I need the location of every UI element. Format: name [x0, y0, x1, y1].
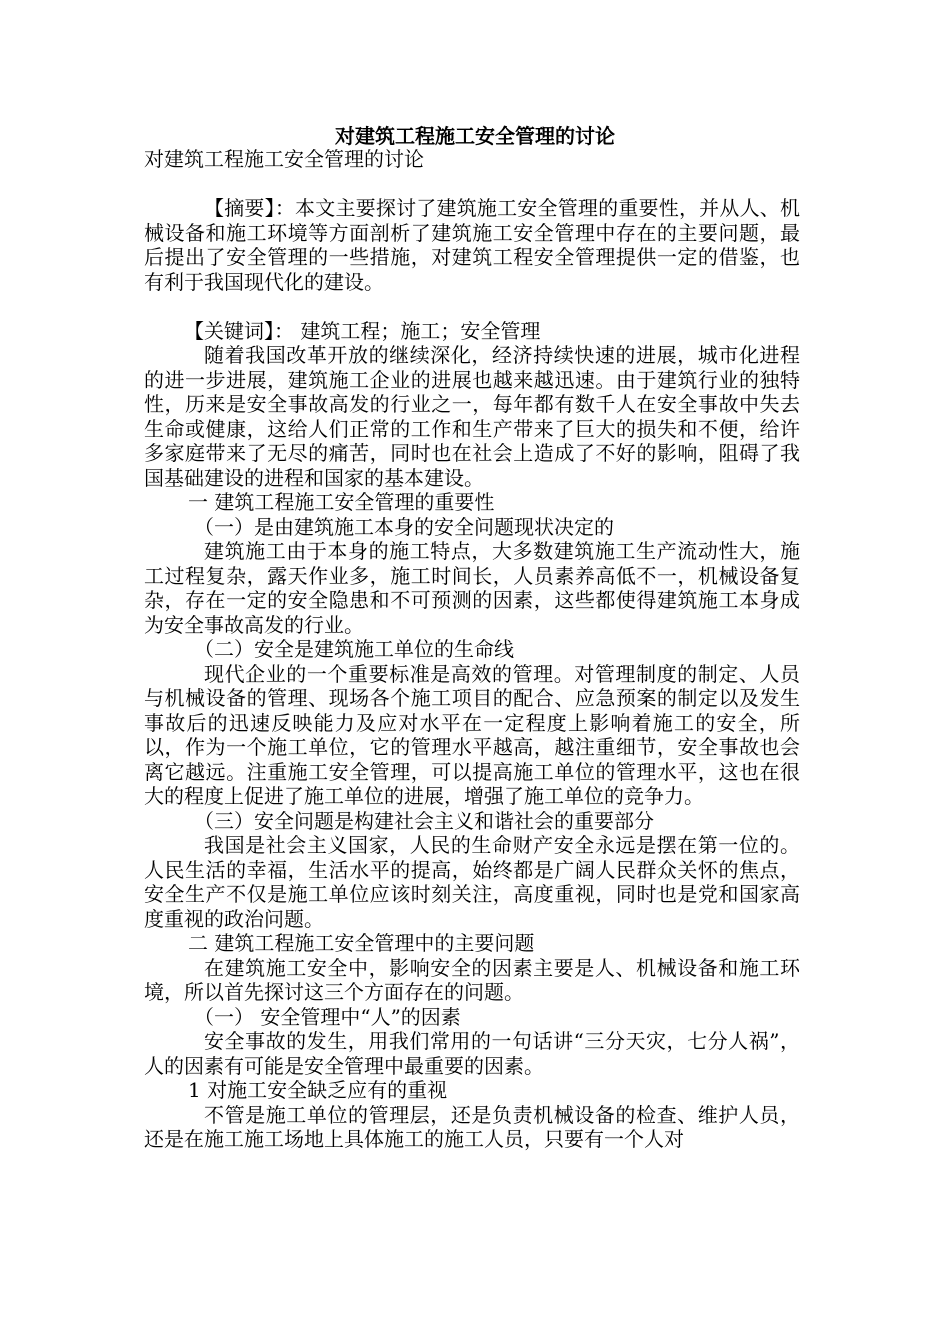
- blank-line: [144, 172, 800, 197]
- body-paragraph: 建筑施工由于本身的施工特点，大多数建筑施工生产流动性大，施工过程复杂，露天作业多，施工时间长，人员素养高低不一，机械设备复杂，存在一定的安全隐患和不可预测的因素，这些都使得建筑施工本身成为安全事故高发的行业。: [144, 539, 800, 637]
- numbered-heading: 1 对施工安全缺乏应有的重视: [188, 1078, 448, 1102]
- subsection-heading: （一） 安全管理中“人”的因素: [194, 1004, 461, 1029]
- body-paragraph: 现代企业的一个重要标准是高效的管理。对管理制度的制定、人员与机械设备的管理、现场各个施工项目的配合、应急预案的制定以及发生事故后的迅速反映能力及应对水平在一定程度上影响着施工的安全，所以，作为一个施工单位，它的管理水平越高，越注重细节，安全事故也会离它越远。注重施工安全管理，可以提高施工单位的管理水平，这也在很大的程度上促进了施工单位的进展，增强了施工单位的竞争力。: [144, 661, 800, 808]
- section-heading: 二 建筑工程施工安全管理中的主要问题: [188, 931, 535, 955]
- subsection-heading: （一）是由建筑施工本身的安全问题现状决定的: [194, 514, 614, 539]
- section-heading: 一 建筑工程施工安全管理的重要性: [188, 490, 495, 514]
- subsection-heading: （二）安全是建筑施工单位的生命线: [194, 637, 514, 661]
- body-paragraph: 在建筑施工安全中，影响安全的因素主要是人、机械设备和施工环境，所以首先探讨这三个方面存在的问题。: [144, 955, 800, 1004]
- body-paragraph: 随着我国改革开放的继续深化，经济持续快速的进展，城市化进程的进一步进展，建筑施工企业的进展也越来越迅速。由于建筑行业的独特性，历来是安全事故高发的行业之一，每年都有数千人在安全事故中失去生命或健康，这给人们正常的工作和生产带来了巨大的损失和不便，给许多家庭带来了无尽的痛苦，同时也在社会上造成了不好的影响，阻碍了我国基础建设的进程和国家的基本建设。: [144, 343, 800, 490]
- document-body: [144, 147, 800, 1152]
- blank-line: [144, 294, 800, 319]
- body-paragraph: 不管是施工单位的管理层，还是负责机械设备的检查、维护人员，还是在施工施工场地上具体施工的施工人员，只要有一个人对: [144, 1102, 800, 1151]
- body-paragraph: 我国是社会主义国家，人民的生命财产安全永远是摆在第一位的。人民生活的幸福，生活水平的提高，始终都是广阔人民群众关怀的焦点，安全生产不仅是施工单位应该时刻关注，高度重视，同时也是党和国家高度重视的政治问题。: [144, 833, 800, 931]
- subsection-heading: （三）安全问题是构建社会主义和谐社会的重要部分: [194, 808, 654, 833]
- body-paragraph: 安全事故的发生，用我们常用的一句话讲“三分天灾，七分人祸”，人的因素有可能是安全管理中最重要的因素。: [144, 1029, 800, 1078]
- abstract-paragraph: 【摘要】：本文主要探讨了建筑施工安全管理的重要性，并从人、机械设备和施工环境等方面剖析了建筑施工安全管理中存在的主要问题，最后提出了安全管理的一些措施，对建筑工程安全管理提供一定的借鉴，也有利于我国现代化的建设。: [144, 196, 800, 294]
- document-subtitle: 对建筑工程施工安全管理的讨论: [144, 147, 424, 171]
- keywords-line: 【关键词】： 建筑工程；施工；安全管理: [184, 318, 541, 343]
- document-title: 对建筑工程施工安全管理的讨论: [335, 124, 615, 148]
